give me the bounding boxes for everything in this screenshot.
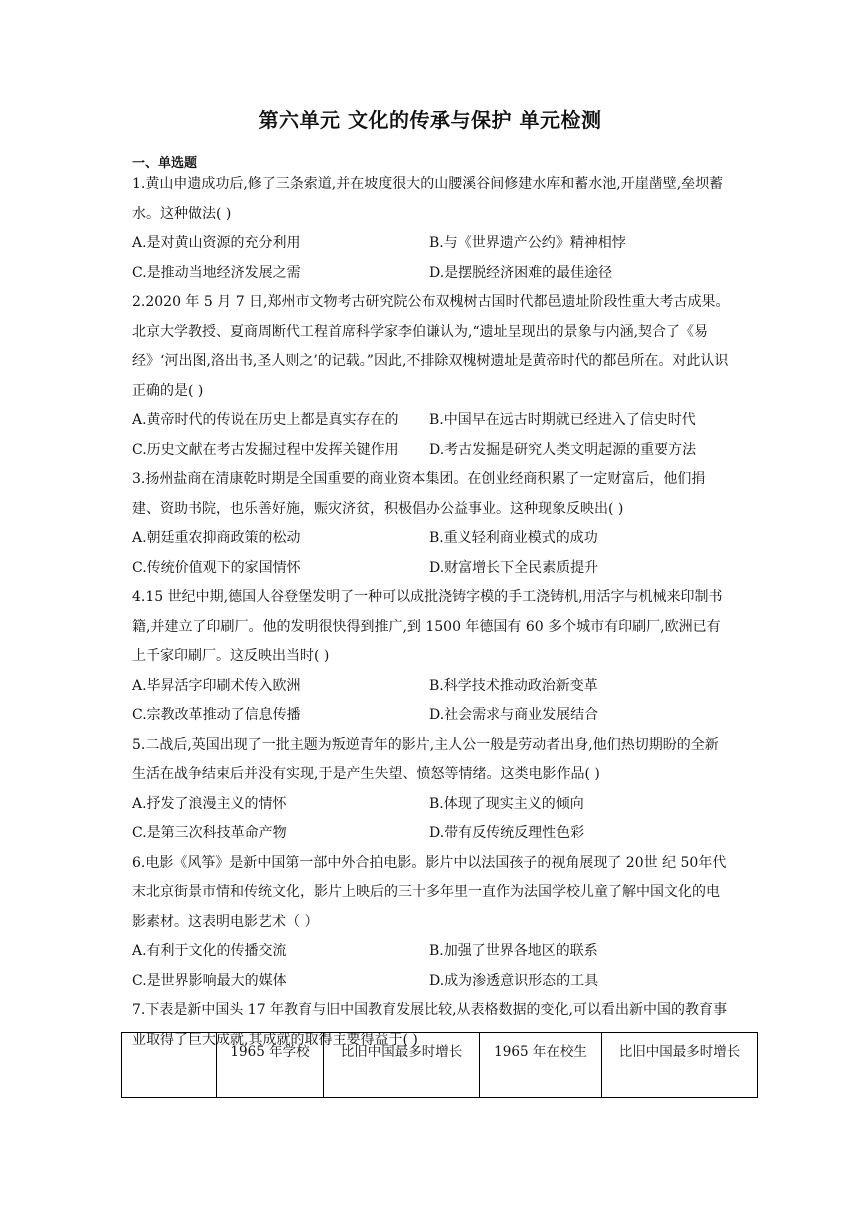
- question-item: [132, 465, 732, 583]
- answer-options: [132, 406, 732, 465]
- table-header-row: [122, 1033, 758, 1098]
- answer-option: C.是第三次科技革命产物: [132, 825, 287, 841]
- answer-option: A.有利于文化的传播交流: [132, 943, 287, 959]
- table-header-cell: 比旧中国最多时增长: [324, 1033, 480, 1098]
- question-item: [132, 170, 732, 288]
- answer-option: D.考古发掘是研究人类文明起源的重要方法: [429, 441, 697, 458]
- table-header-cell: 比旧中国最多时增长: [602, 1033, 758, 1098]
- section-heading: 一、单选题: [132, 156, 198, 171]
- question-stem: 2.2020 年 5 月 7 日,郑州市文物考古研究院公布双槐树古国时代都邑遗址阶段性重大考古成果。北京大学教授、夏商周断代工程首席科学家李伯谦认为,“遗址呈现出的景象与内涵,契合了《易经》‘河出图,洛出书,圣人则之’的记载。”因此,不排除双槐树遗址是黄帝时代的都邑所在。对此认识正确的是( ): [132, 294, 730, 399]
- question-stem: 4.15 世纪中期,德国人谷登堡发明了一种可以成批浇铸字模的手工浇铸机,用活字与机械来印制书籍,并建立了印刷厂。他的发明很快得到推广,到 1500 年德国有 60 多个城市有印刷厂,欧洲已有上千家印刷厂。这反映出当时( ): [132, 589, 723, 664]
- answer-option: D.财富增长下全民素质提升: [429, 559, 599, 576]
- answer-option: A.是对黄山资源的充分利用: [132, 235, 301, 251]
- question-item: [132, 583, 732, 731]
- answer-option: A.抒发了浪漫主义的情怀: [132, 795, 287, 812]
- education-comparison-table: [121, 1032, 758, 1098]
- answer-option: B.体现了现实主义的倾向: [429, 795, 584, 812]
- page-title: 第六单元 文化的传承与保护 单元检测: [258, 108, 602, 132]
- answer-option: B.中国早在远古时期就已经进入了信史时代: [429, 412, 696, 428]
- table-container: [121, 1032, 758, 1098]
- answer-option: C.宗教改革推动了信息传播: [132, 707, 301, 723]
- answer-option: A.黄帝时代的传说在历史上都是真实存在的: [132, 412, 399, 428]
- answer-option: C.传统价值观下的家国情怀: [132, 559, 301, 576]
- answer-option: B.科学技术推动政治新变革: [429, 677, 598, 694]
- table-header-cell: 1965 年学校: [217, 1033, 324, 1098]
- question-item: [132, 288, 732, 465]
- answer-option: B.与《世界遗产公约》精神相悖: [429, 235, 626, 251]
- answer-option: C.历史文献在考古发掘过程中发挥关键作用: [132, 441, 399, 458]
- answer-option: D.社会需求与商业发展结合: [429, 707, 599, 723]
- answer-option: B.重义轻利商业模式的成功: [429, 530, 598, 546]
- question-item: [132, 731, 732, 849]
- answer-options: [132, 937, 732, 996]
- question-stem: 1.黄山申遗成功后,修了三条索道,并在坡度很大的山腰溪谷间修建水库和蓄水池,开崖凿壁,垒坝蓄水。这种做法( ): [132, 176, 724, 222]
- answer-options: [132, 229, 732, 288]
- answer-option: A.毕昇活字印刷术传入欧洲: [132, 677, 301, 694]
- question-stem: 7.下表是新中国头 17 年教育与旧中国教育发展比较,从表格数据的变化,可以看出新中国的教育事业取得了巨大成就,其成就的取得主要得益于( ): [132, 1002, 727, 1048]
- answer-option: A.朝廷重农抑商政策的松动: [132, 530, 301, 546]
- table-header-cell: 1965 年在校生: [480, 1033, 602, 1098]
- question-stem: 3.扬州盐商在清康乾时期是全国重要的商业资本集团。在创业经商积累了一定财富后，他们捐建、资助书院，也乐善好施，赈灾济贫，积极倡办公益事业。这种现象反映出( ): [132, 471, 706, 517]
- answer-option: D.是摆脱经济困难的最佳途径: [429, 264, 613, 281]
- answer-option: B.加强了世界各地区的联系: [429, 943, 598, 959]
- question-list: [132, 170, 732, 1055]
- answer-option: D.带有反传统反理性色彩: [429, 825, 585, 841]
- question-stem: 5.二战后,英国出现了一批主题为叛逆青年的影片,主人公一般是劳动者出身,他们热切期盼的全新生活在战争结束后并没有实现,于是产生失望、愤怒等情绪。这类电影作品( ): [132, 736, 719, 782]
- answer-options: [132, 524, 732, 583]
- answer-option: C.是世界影响最大的媒体: [132, 972, 287, 989]
- answer-option: D.成为渗透意识形态的工具: [429, 972, 599, 989]
- question-item: [132, 849, 732, 997]
- table-header-cell: [122, 1033, 217, 1098]
- answer-option: C.是推动当地经济发展之需: [132, 264, 301, 281]
- question-stem: 6.电影《风筝》是新中国第一部中外合拍电影。影片中以法国孩子的视角展现了 20世 纪 50年代末北京街景市情和传统文化，影片上映后的三十多年里一直作为法国学校儿童了解中国文化的电影素材。这表明电影艺术（ ）: [132, 854, 727, 930]
- answer-options: [132, 672, 732, 731]
- answer-options: [132, 790, 732, 849]
